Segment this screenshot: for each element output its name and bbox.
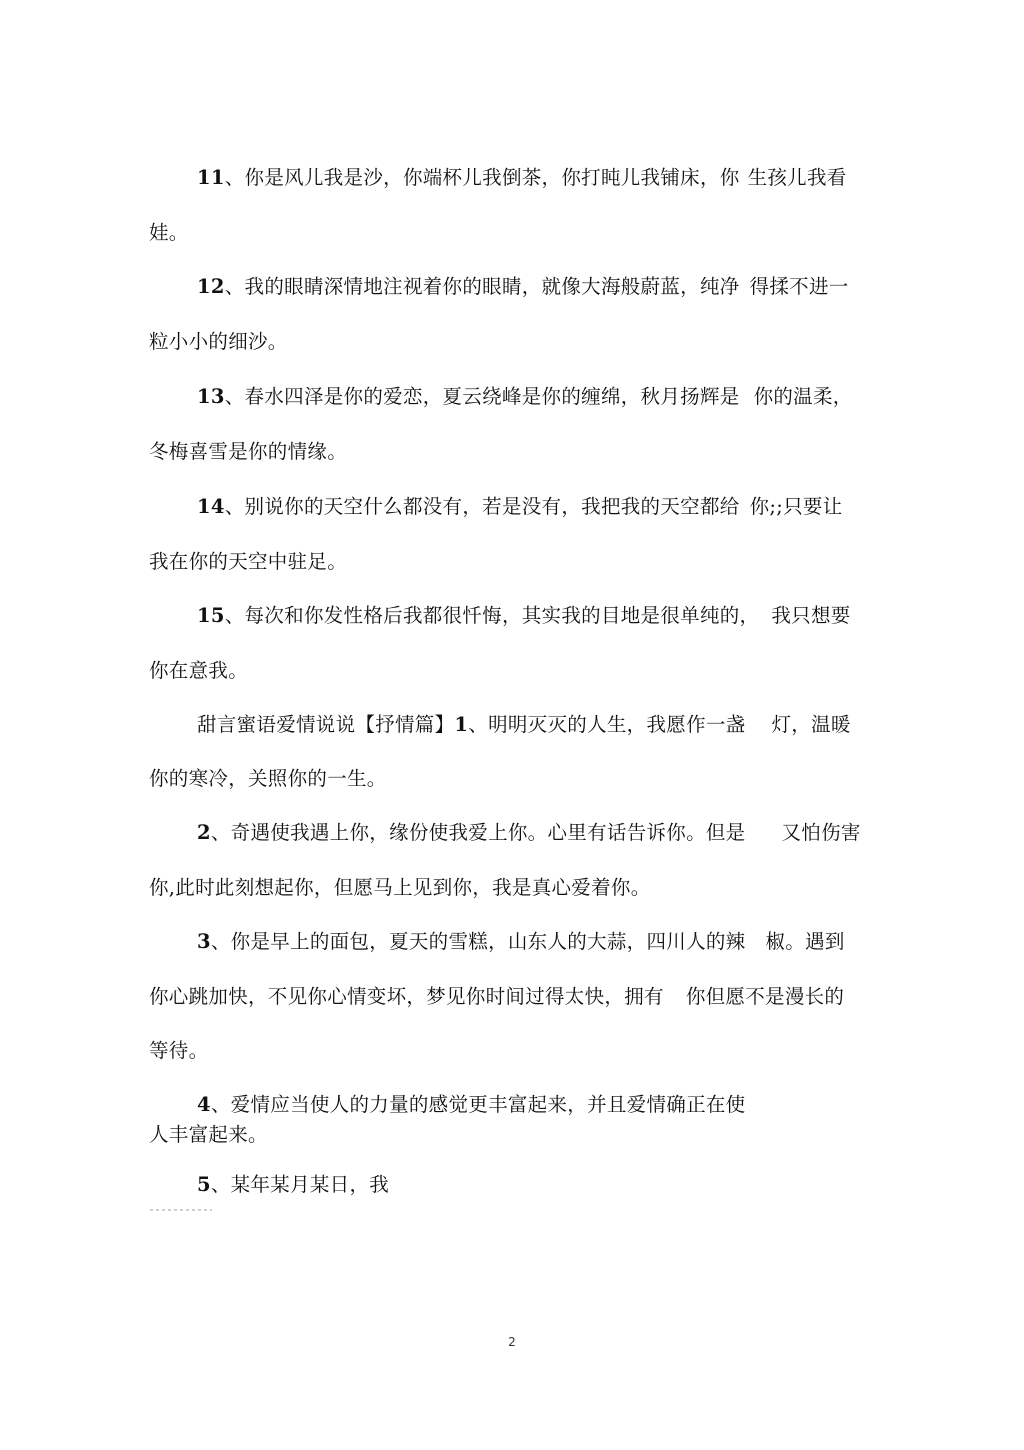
page-number: 2 bbox=[508, 1335, 516, 1349]
p15-number: 15 bbox=[197, 604, 225, 627]
p15-line2: 你在意我。 bbox=[149, 659, 249, 682]
scan-artifact bbox=[150, 1209, 212, 1211]
p13-number: 13 bbox=[197, 385, 225, 408]
section-line2: 你的寒冷，关照你的一生。 bbox=[149, 767, 387, 790]
p13-line1: 13、春水四泽是你的爱恋，夏云绕峰是你的缠绵，秋月扬辉是 你的温柔， bbox=[197, 385, 853, 408]
p14-line2: 我在你的天空中驻足。 bbox=[149, 550, 348, 573]
p14-number: 14 bbox=[197, 495, 225, 518]
item5-number: 5 bbox=[197, 1173, 211, 1196]
item3-line2: 你心跳加快，不见你心情变坏，梦见你时间过得太快，拥有 你但愿不是漫长的 bbox=[149, 985, 845, 1008]
p11-line2: 娃。 bbox=[149, 221, 189, 244]
item3-number: 3 bbox=[197, 930, 211, 953]
item3-line3: 等待。 bbox=[149, 1039, 209, 1062]
item4-number: 4 bbox=[197, 1093, 211, 1116]
p12-number: 12 bbox=[197, 275, 225, 298]
p13-line2: 冬梅喜雪是你的情缘。 bbox=[149, 440, 348, 463]
item3-line1: 3、你是早上的面包，夏天的雪糕，山东人的大蒜，四川人的辣 椒。遇到 bbox=[197, 930, 845, 953]
item5-line1: 5、某年某月某日，我 bbox=[197, 1173, 390, 1196]
p11-line1: 11、你是风儿我是沙，你端杯儿我倒茶，你打盹儿我铺床，你 生孩儿我看 bbox=[197, 166, 847, 189]
p14-line1: 14、别说你的天空什么都没有，若是没有，我把我的天空都给 你;;只要让 bbox=[197, 495, 843, 518]
item4-line2: 人丰富起来。 bbox=[149, 1123, 268, 1146]
p15-line1: 15、每次和你发性格后我都很忏悔，其实我的目地是很单纯的， 我只想要 bbox=[197, 604, 851, 627]
p12-line1: 12、我的眼睛深情地注视着你的眼睛，就像大海般蔚蓝，纯净 得揉不进一 bbox=[197, 275, 849, 298]
item4-line1: 4、爱情应当使人的力量的感觉更丰富起来，并且爱情确正在使 bbox=[197, 1093, 746, 1116]
item2-number: 2 bbox=[197, 821, 211, 844]
item1-number: 1 bbox=[454, 713, 469, 736]
section-line1: 甜言蜜语爱情说说【抒情篇】1、明明灭灭的人生，我愿作一盏 灯，温暖 bbox=[197, 713, 851, 736]
p12-line2: 粒小小的细沙。 bbox=[149, 330, 288, 353]
item2-line2: 你,此时此刻想起你，但愿马上见到你，我是真心爱着你。 bbox=[149, 876, 651, 899]
section-title: 甜言蜜语爱情说说【抒情篇】 bbox=[197, 713, 455, 736]
p11-number: 11 bbox=[197, 166, 225, 189]
item2-line1: 2、奇遇使我遇上你，缘份使我爱上你。心里有话告诉你。但是 又怕伤害 bbox=[197, 821, 861, 844]
